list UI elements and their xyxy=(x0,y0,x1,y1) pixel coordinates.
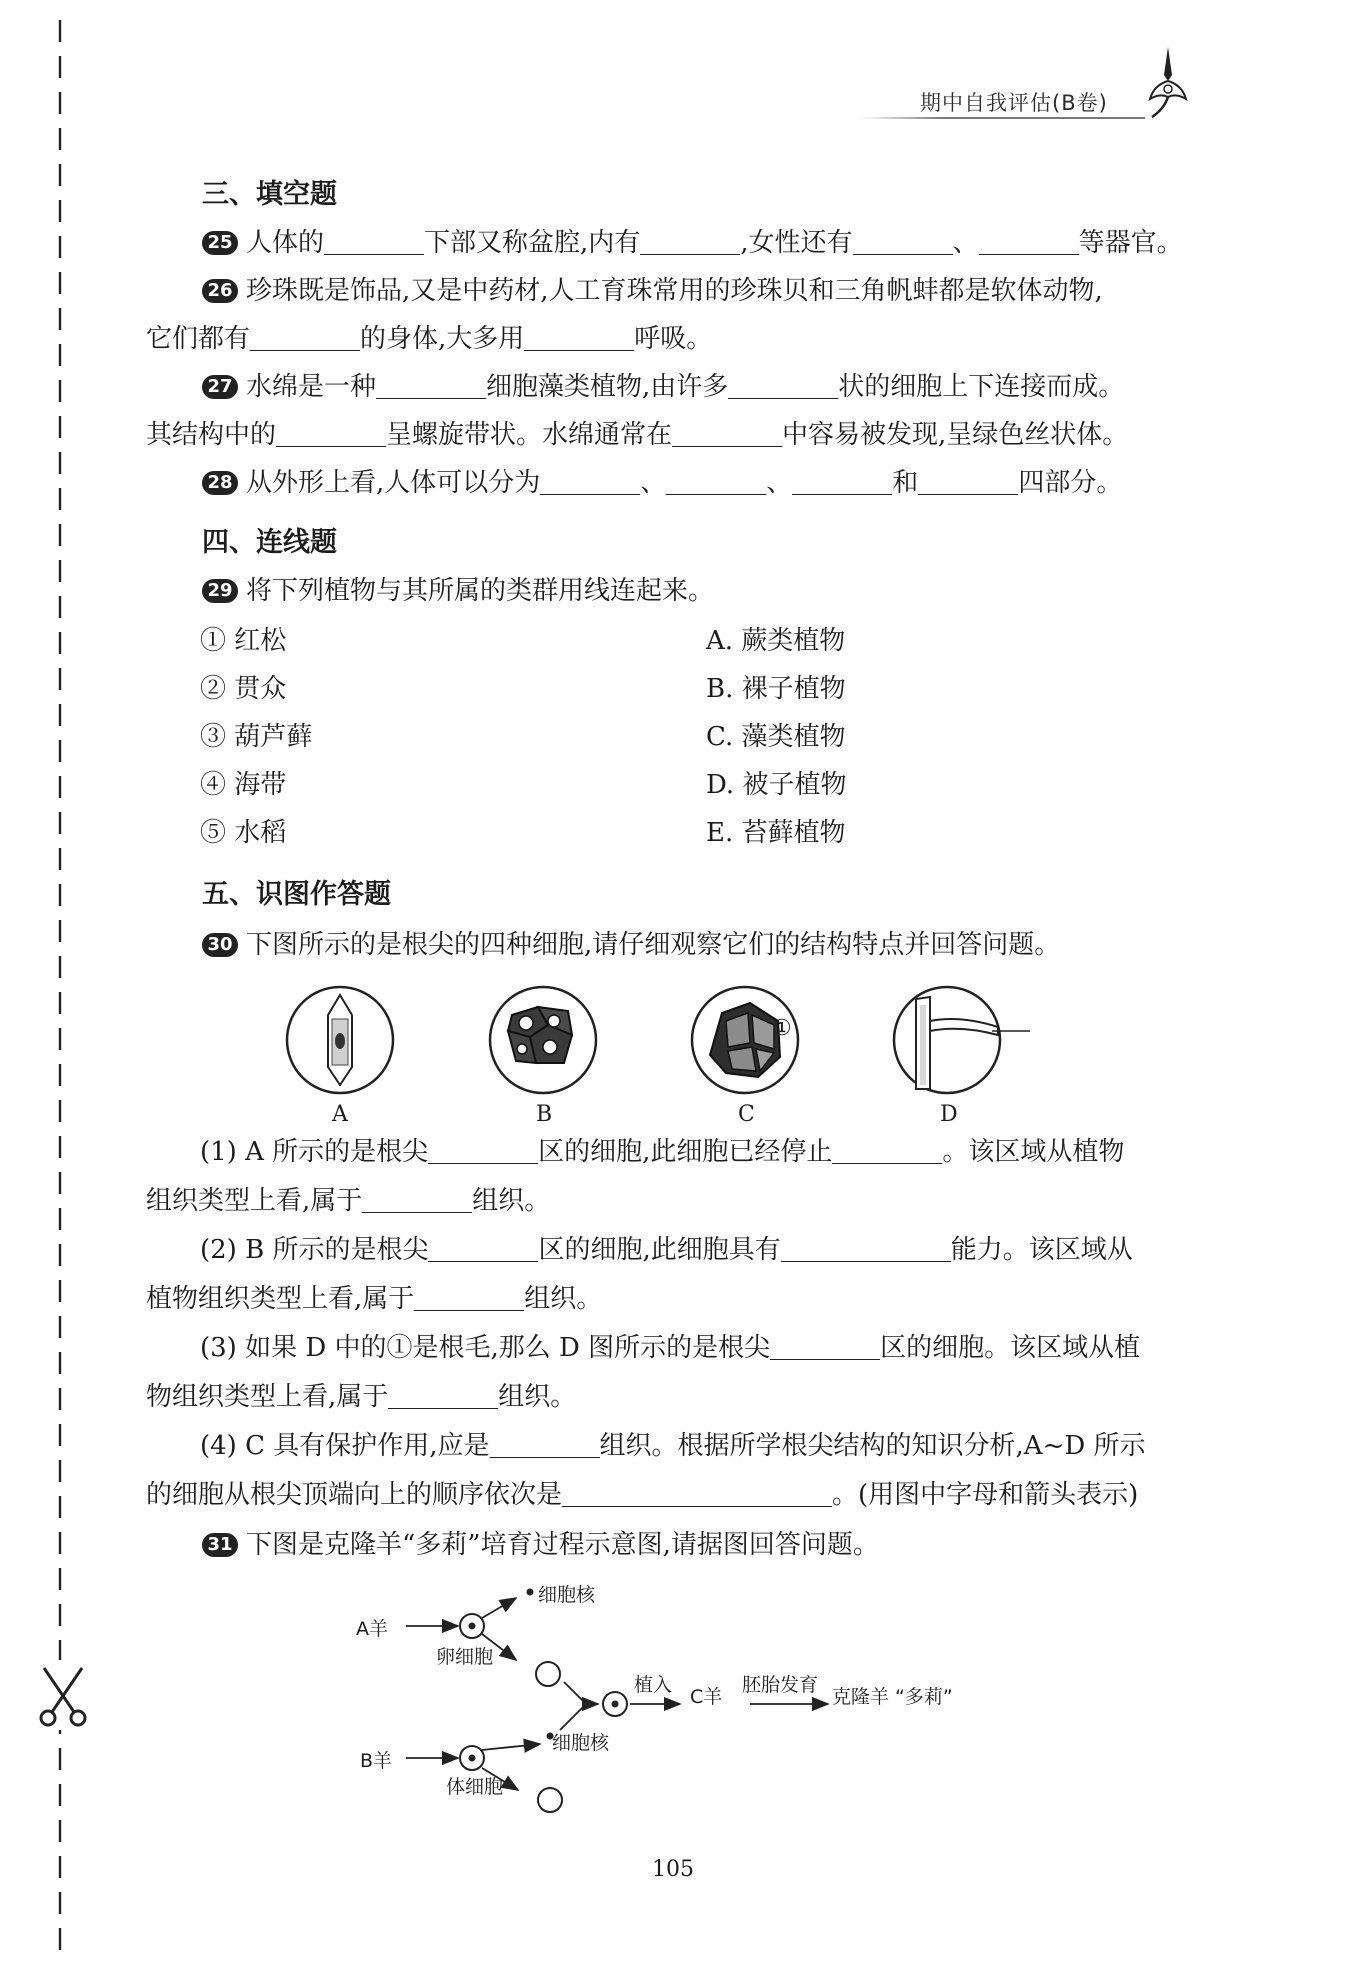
group-item[interactable]: E. 苔藓植物 xyxy=(706,818,846,848)
question-26-line-1 xyxy=(202,274,1103,308)
question-26-line-2 xyxy=(146,322,712,356)
q30-part-1-line-2 xyxy=(146,1184,550,1218)
question-27-line-1 xyxy=(202,370,1124,404)
blank[interactable] xyxy=(792,468,892,495)
q30-p2a: (2) B 所示的是根尖 xyxy=(200,1235,429,1265)
label-implant: 植入 xyxy=(634,1674,673,1696)
q30-p3a: (3) 如果 D 中的①是根毛,那么 D 图所示的是根尖 xyxy=(200,1333,771,1363)
q30-part-4-line-2 xyxy=(146,1478,1138,1512)
blank[interactable] xyxy=(540,468,640,495)
root-hair-marker: ① xyxy=(772,1016,792,1041)
blank[interactable] xyxy=(853,228,953,255)
cell-label-c: C xyxy=(738,1102,755,1127)
header-title: 期中自我评估(B卷) xyxy=(920,91,1108,115)
blank[interactable] xyxy=(490,1431,600,1458)
blank[interactable] xyxy=(250,324,360,351)
blank[interactable] xyxy=(276,420,386,447)
q30-part-2-line-2 xyxy=(146,1282,602,1316)
q26-line-1-text: 珍珠既是饰品,又是中药材,人工育珠常用的珍珠贝和三角帆蚌都是软体动物, xyxy=(246,276,1103,306)
blank[interactable] xyxy=(728,372,838,399)
label-nucleus-top: 细胞核 xyxy=(538,1584,596,1606)
q28-text-3: 、 xyxy=(766,468,793,498)
q30-p2b: 区的细胞,此细胞具有 xyxy=(538,1235,781,1265)
question-number: 25 xyxy=(202,231,238,255)
blank[interactable] xyxy=(428,1235,538,1262)
cell-label-a: A xyxy=(332,1102,348,1127)
blank[interactable] xyxy=(324,228,424,255)
blank[interactable] xyxy=(362,1186,472,1213)
group-item[interactable]: A. 蕨类植物 xyxy=(706,626,846,656)
blank[interactable] xyxy=(672,420,782,447)
question-number: 31 xyxy=(202,1533,238,1557)
q30-p2e: 组织。 xyxy=(524,1284,603,1314)
blank[interactable] xyxy=(832,1137,942,1164)
plant-item[interactable]: ③ 葫芦藓 xyxy=(200,722,313,752)
q25-text-3: ,女性还有 xyxy=(740,228,853,258)
plant-item[interactable]: ① 红松 xyxy=(200,626,287,656)
label-a-sheep: A羊 xyxy=(356,1618,388,1640)
blank[interactable] xyxy=(770,1333,880,1360)
question-25 xyxy=(202,226,1183,260)
section-diagram-questions: 五、识图作答题 xyxy=(202,879,391,910)
blank[interactable] xyxy=(666,468,766,495)
q26-text-3: 呼吸。 xyxy=(634,324,713,354)
question-number: 30 xyxy=(202,933,238,957)
plant-item[interactable]: ④ 海带 xyxy=(200,770,287,800)
question-27-line-2 xyxy=(146,418,1128,452)
question-number: 28 xyxy=(202,471,238,495)
label-b-sheep: B羊 xyxy=(360,1750,393,1772)
group-item[interactable]: B. 裸子植物 xyxy=(706,674,846,704)
plant-item[interactable]: ② 贯众 xyxy=(200,674,287,704)
label-egg-cell: 卵细胞 xyxy=(436,1646,494,1668)
q28-text-4: 和 xyxy=(892,468,919,498)
question-number: 27 xyxy=(202,375,238,399)
q30-p4a: (4) C 具有保护作用,应是 xyxy=(200,1431,490,1461)
question-30 xyxy=(202,928,1060,962)
blank[interactable] xyxy=(524,324,634,351)
question-number: 26 xyxy=(202,279,238,303)
q27-text-2: 细胞藻类植物,由许多 xyxy=(486,372,729,402)
blank[interactable] xyxy=(640,228,740,255)
label-embryo-development: 胚胎发育 xyxy=(742,1674,819,1696)
page-number: 105 xyxy=(652,1857,694,1882)
q31-prompt: 下图是克隆羊“多莉”培育过程示意图,请据图回答问题。 xyxy=(246,1530,879,1560)
blank[interactable] xyxy=(428,1137,538,1164)
q27-text-3: 状的细胞上下连接而成。 xyxy=(838,372,1125,402)
q30-p1d: 组织类型上看,属于 xyxy=(146,1186,363,1216)
blank[interactable] xyxy=(388,1382,498,1409)
q30-prompt: 下图所示的是根尖的四种细胞,请仔细观察它们的结构特点并回答问题。 xyxy=(246,930,1061,960)
question-number: 29 xyxy=(202,579,238,603)
label-nucleus-bottom: 细胞核 xyxy=(552,1732,610,1754)
ornament-icon xyxy=(1138,45,1198,125)
scissors-icon xyxy=(34,1660,92,1730)
group-item[interactable]: C. 藻类植物 xyxy=(706,722,846,752)
blank[interactable] xyxy=(562,1480,832,1507)
q30-part-4-line-1 xyxy=(200,1429,1145,1463)
page-header xyxy=(860,45,1210,135)
q30-part-1-line-1 xyxy=(200,1135,1124,1169)
question-31 xyxy=(202,1528,879,1562)
blank[interactable] xyxy=(918,468,1018,495)
q25-text-1: 人体的 xyxy=(246,228,325,258)
plant-item[interactable]: ⑤ 水稻 xyxy=(200,818,287,848)
label-body-cell: 体细胞 xyxy=(446,1776,504,1798)
q30-p1a: (1) A 所示的是根尖 xyxy=(200,1137,429,1167)
q27-text-5: 呈螺旋带状。水绵通常在 xyxy=(386,420,673,450)
q27-text-4: 其结构中的 xyxy=(146,420,277,450)
q30-p4c: 的细胞从根尖顶端向上的顺序依次是 xyxy=(146,1480,563,1510)
q28-text-5: 四部分。 xyxy=(1018,468,1123,498)
q30-part-3-line-1 xyxy=(200,1331,1140,1365)
root-cells-figure xyxy=(280,985,1080,1095)
blank[interactable] xyxy=(376,372,486,399)
q30-p1b: 区的细胞,此细胞已经停止 xyxy=(538,1137,833,1167)
blank[interactable] xyxy=(781,1235,951,1262)
q26-text-1: 它们都有 xyxy=(146,324,251,354)
q27-text-6: 中容易被发现,呈绿色丝状体。 xyxy=(782,420,1129,450)
q27-text-1: 水绵是一种 xyxy=(246,372,377,402)
label-clone-dolly: 克隆羊 “多莉” xyxy=(832,1686,953,1708)
q25-text-5: 等器官。 xyxy=(1078,228,1183,258)
q30-p2c: 能力。该区域从 xyxy=(950,1235,1133,1265)
q30-p4b: 组织。根据所学根尖结构的知识分析,A~D 所示 xyxy=(599,1431,1146,1461)
q28-text-1: 从外形上看,人体可以分为 xyxy=(246,468,541,498)
q29-prompt: 将下列植物与其所属的类群用线连起来。 xyxy=(246,576,715,606)
cell-label-d: D xyxy=(940,1102,958,1127)
cell-b xyxy=(490,987,596,1093)
group-item[interactable]: D. 被子植物 xyxy=(706,770,847,800)
question-29 xyxy=(202,574,714,608)
question-28 xyxy=(202,466,1122,500)
blank[interactable] xyxy=(414,1284,524,1311)
q26-text-2: 的身体,大多用 xyxy=(360,324,525,354)
cell-a xyxy=(287,987,393,1093)
q30-part-3-line-2 xyxy=(146,1380,576,1414)
q30-p3b: 区的细胞。该区域从植 xyxy=(880,1333,1141,1363)
cell-d xyxy=(894,987,1030,1093)
cell-label-b: B xyxy=(536,1102,553,1127)
section-fill-in: 三、填空题 xyxy=(202,179,337,210)
q28-text-2: 、 xyxy=(640,468,667,498)
q30-p1c: 。该区域从植物 xyxy=(942,1137,1125,1167)
q25-text-4: 、 xyxy=(952,228,979,258)
q30-p2d: 植物组织类型上看,属于 xyxy=(146,1284,415,1314)
label-c-sheep: C羊 xyxy=(690,1686,723,1708)
q30-p3d: 组织。 xyxy=(498,1382,577,1412)
section-matching: 四、连线题 xyxy=(202,527,337,558)
q30-p4d: 。(用图中字母和箭头表示) xyxy=(832,1480,1139,1510)
q25-text-2: 下部又称盆腔,内有 xyxy=(424,228,641,258)
q30-p1e: 组织。 xyxy=(472,1186,551,1216)
header-rule xyxy=(860,117,1145,119)
q30-part-2-line-1 xyxy=(200,1233,1133,1267)
q30-p3c: 物组织类型上看,属于 xyxy=(146,1382,389,1412)
blank[interactable] xyxy=(979,228,1079,255)
